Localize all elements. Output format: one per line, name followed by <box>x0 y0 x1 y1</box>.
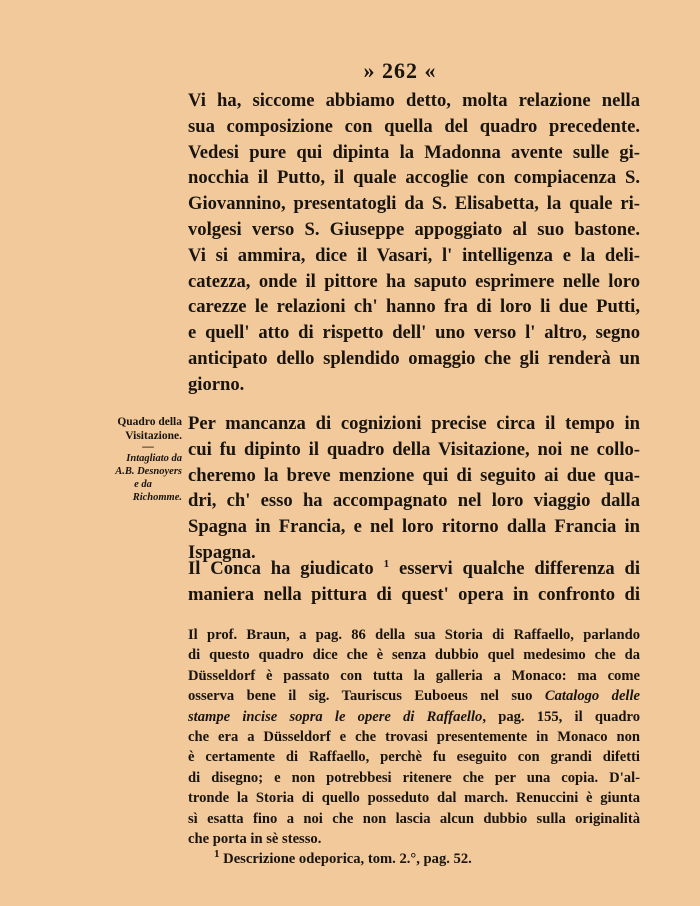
paragraph-line: Spagna in Francia, e nel loro ritorno dalla Francia in <box>188 516 640 538</box>
footnote-line: di questo quadro dice che è senza dubbio quel medesimo che da <box>188 647 640 664</box>
page-number: » 262 « <box>363 58 437 83</box>
paragraph-line: Ispagna. <box>188 541 256 563</box>
footnote-catalog-title: stampe incise sopra le opere di Raffaello <box>188 708 483 725</box>
paragraph-line: carezze le relazioni ch' hanno fra di loro li due Putti, <box>188 296 640 318</box>
paragraph-line: nocchia il Putto, il quale accoglie con compiacenza S. <box>188 167 640 189</box>
footnote-marker: 1 <box>383 557 390 570</box>
paragraph-line: giorno. <box>188 373 245 395</box>
paragraph-3 <box>188 556 640 608</box>
footnote-line: che porta in sè stesso. <box>188 831 322 848</box>
footnote-text: osserva bene il sig. Tauriscus Euboeus nel suo <box>188 688 533 705</box>
footnote-1 <box>188 849 640 869</box>
footnote-line <box>188 686 640 706</box>
footnote-line: tronde la Storia di quello posseduto dal march. Renuccini è giunta <box>188 790 640 807</box>
footnote-1-marker: 1 <box>214 849 220 861</box>
paragraph-line: Vi ha, siccome abbiamo detto, molta relazione nella <box>188 90 640 111</box>
footnote-line: è certamente di Raffaello, perchè fu eseguito con grandi difetti <box>188 749 640 766</box>
sidenote-credit: A.B. Desnoyers <box>115 466 182 477</box>
footnote-line: sì esatta fino a noi che non lascia alcun dubbio sulla originalità <box>188 810 640 827</box>
footnote-line: Düsseldorf è passato con tutta la galleria a Monaco: ma come <box>188 667 640 684</box>
paragraph-line: maniera nella pittura di quest' opera in confronto di <box>188 583 640 605</box>
footnote-line <box>188 707 640 727</box>
paragraph-line: cheremo la breve menzione qui di seguito ai due qua- <box>188 464 640 486</box>
paragraph-line: volgesi verso S. Giuseppe appoggiato al suo bastone. <box>188 218 640 240</box>
paragraph-text: Il Conca ha giudicato <box>188 558 374 579</box>
paragraph-line: Giovannino, presentatogli da S. Elisabetta, la quale ri- <box>188 193 640 215</box>
paragraph-2 <box>188 411 640 566</box>
footnote-text: , pag. 155, il quadro <box>482 708 640 725</box>
sidenote-title: Quadro della <box>117 416 182 428</box>
sidenote-title: Visitazione. <box>125 430 182 442</box>
paragraph-line: Vedesi pure qui dipinta la Madonna avente sulle gi- <box>188 141 640 163</box>
sidenote-credit: e da <box>134 479 152 490</box>
sidenote-dash: — <box>142 441 154 453</box>
paragraph-line: dri, ch' esso ha accompagnato nel loro viaggio dalla <box>188 490 640 512</box>
sidenote-credit: Richomme. <box>132 492 182 503</box>
footnote-line: di disegno; e non potrebbesi ritenere che per una copia. D'al- <box>188 769 640 786</box>
paragraph-text: esservi qualche differenza di <box>398 558 640 579</box>
footnote-catalog-title: Catalogo delle <box>544 688 640 705</box>
paragraph-line: cui fu dipinto il quadro della Visitazione, noi ne collo- <box>188 438 640 460</box>
footnote-line: Il prof. Braun, a pag. 86 della sua Storia di Raffaello, parlando <box>188 627 640 643</box>
footnote-1-text: Descrizione odeporica, tom. 2.°, pag. 52. <box>223 851 472 868</box>
paragraph-line: catezza, onde il pittore ha saputo esprimere nelle loro <box>188 270 640 292</box>
sidenote-credit: Intagliato da <box>126 453 182 464</box>
paragraph-line: sua composizione con quella del quadro precedente. <box>188 115 640 137</box>
margin-sidenote <box>74 415 182 504</box>
paragraph-line: e quell' atto di rispetto dell' uno verso l' altro, segno <box>188 322 640 344</box>
footnote-block <box>188 625 640 870</box>
paragraph-line <box>188 556 640 582</box>
paragraph-1 <box>188 88 640 398</box>
paragraph-line: anticipato dello splendido omaggio che gli renderà un <box>188 347 640 369</box>
footnote-line: che era a Düsseldorf e che trovasi presentemente in Monaco non <box>188 729 640 746</box>
paragraph-line: Per mancanza di cognizioni precise circa il tempo in <box>188 413 640 434</box>
paragraph-line: Vi si ammira, dice il Vasari, l' intelligenza e la deli- <box>188 244 640 266</box>
